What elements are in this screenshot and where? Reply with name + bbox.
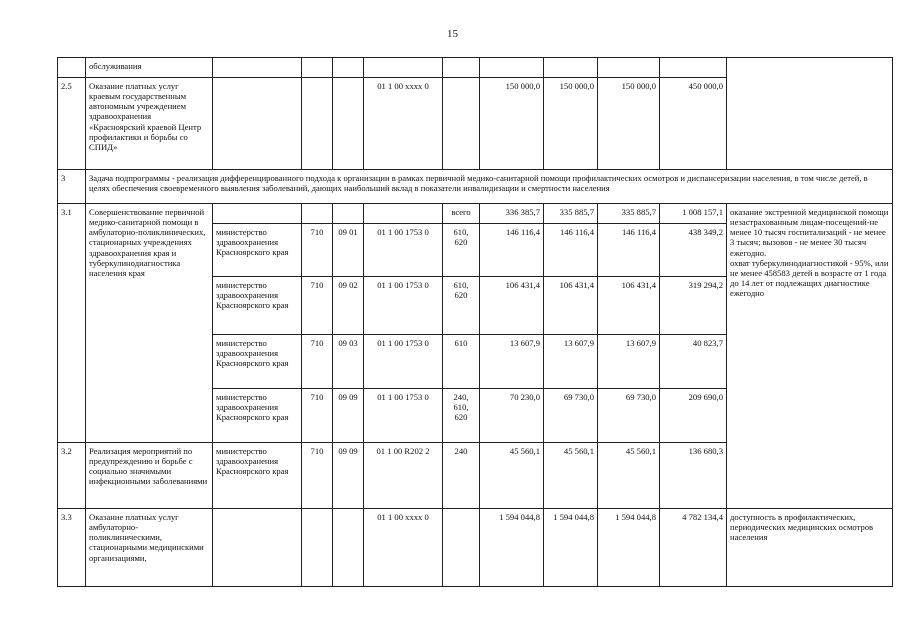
cell-csr: 01 1 00 1753 0 (364, 389, 443, 443)
cell-total: 136 680,3 (660, 443, 727, 509)
cell-name: Реализация мероприятий по предупреждению и борьбе с социально значимыми инфекционными заболеваниями (86, 443, 213, 509)
cell-vr: 240 (443, 443, 480, 509)
cell-year1: 150 000,0 (480, 78, 544, 170)
cell-rzpr: 09 09 (333, 443, 364, 509)
row-number: 3.1 (58, 204, 86, 443)
cell-year1: 45 560,1 (480, 443, 544, 509)
cell-year3: 1 594 044,8 (598, 509, 660, 587)
cell-admin: министерство здравоохранения Красноярского края (213, 443, 302, 509)
cell-grbs: 710 (302, 335, 333, 389)
cell-csr: 01 1 00 1753 0 (364, 335, 443, 389)
cell-admin: министерство здравоохранения Красноярского края (213, 389, 302, 443)
cell-year2: 69 730,0 (544, 389, 598, 443)
cell-total: 319 294,2 (660, 277, 727, 335)
cell-total: 450 000,0 (660, 78, 727, 170)
cell-vr: 240, 610, 620 (443, 389, 480, 443)
cell-rzpr: 09 03 (333, 335, 364, 389)
table-row (58, 204, 893, 224)
cell-result: доступность в профилактических, периодических медицинских осмотров населения (727, 509, 893, 587)
cell-year2: 106 431,4 (544, 277, 598, 335)
cell-year1: 70 230,0 (480, 389, 544, 443)
cell-name: Оказание платных услуг краевым государственным автономным учреждением здравоохранения «Красноярский краевой Центр профилактики и борьбы со СПИД» (86, 78, 213, 170)
cell-grbs: 710 (302, 443, 333, 509)
cell-total: 438 349,2 (660, 224, 727, 277)
cell-name: Совершенствование первичной медико-санитарной помощи в амбулаторно-поликлинических, стационарных учреждениях здравоохранения края и туберкулинодиагностика населения края (86, 204, 213, 443)
cell-grbs: 710 (302, 389, 333, 443)
cell-total: 4 782 134,4 (660, 509, 727, 587)
cell-total: 40 823,7 (660, 335, 727, 389)
cell-year2: 146 116,4 (544, 224, 598, 277)
cell-rzpr: 09 09 (333, 389, 364, 443)
cell-csr: 01 1 00 хххх 0 (364, 78, 443, 170)
cell-year1: 13 607,9 (480, 335, 544, 389)
cell-year1: 336 385,7 (480, 204, 544, 224)
cell-result: оказание экстренной медицинской помощи незастрахованным лицам-посещений-не менее 10 тысяч госпитализаций - не менее 3 тысяч; вызовов - не менее 30 тысяч ежегодно. охват туберкулинодиагностикой - 95%, или не менее 458583 детей в возрасте от 1 года до 14 лет от подлежащих диагностике ежегодно (727, 204, 893, 509)
table-row (58, 58, 893, 78)
cell-vr: 610, 620 (443, 277, 480, 335)
cell-grbs: 710 (302, 224, 333, 277)
cell-year1: 106 431,4 (480, 277, 544, 335)
cell-year1: 146 116,4 (480, 224, 544, 277)
cell-total: 1 008 157,1 (660, 204, 727, 224)
cell-year3: 106 431,4 (598, 277, 660, 335)
cell-year3: 146 116,4 (598, 224, 660, 277)
cell-csr: 01 1 00 1753 0 (364, 224, 443, 277)
cell-year2: 335 885,7 (544, 204, 598, 224)
cell-admin: министерство здравоохранения Красноярского края (213, 277, 302, 335)
cell-year3: 45 560,1 (598, 443, 660, 509)
cell-year3: 13 607,9 (598, 335, 660, 389)
table-row (58, 170, 893, 204)
row-number: 3.3 (58, 509, 86, 587)
cell-rzpr: 09 02 (333, 277, 364, 335)
cell-name: Оказание платных услуг амбулаторно-поликлиническими, стационарными медицинскими организациями, (86, 509, 213, 587)
cell-vr: 610 (443, 335, 480, 389)
row-number: 3.2 (58, 443, 86, 509)
cell-year3: 150 000,0 (598, 78, 660, 170)
cell-name: обслуживания (86, 58, 213, 78)
page-number: 15 (447, 28, 458, 40)
task-description: Задача подпрограммы - реализация дифференцированного подхода к организации в рамках первичной медико-санитарной помощи профилактических осмотров и диспансеризации населения, в том числе детей, в целях обеспечения своевременного выявления заболеваний, дающих наибольший вклад в показатели инвалидизации и смертности населения (86, 170, 893, 204)
cell-total: 209 690,0 (660, 389, 727, 443)
row-number: 3 (58, 170, 86, 204)
cell-vr: всего (443, 204, 480, 224)
cell-year2: 45 560,1 (544, 443, 598, 509)
cell-year3: 69 730,0 (598, 389, 660, 443)
program-table (57, 57, 893, 587)
cell-year2: 13 607,9 (544, 335, 598, 389)
cell-vr: 610, 620 (443, 224, 480, 277)
row-number: 2.5 (58, 78, 86, 170)
cell-year2: 150 000,0 (544, 78, 598, 170)
cell-grbs: 710 (302, 277, 333, 335)
cell-csr: 01 1 00 хххх 0 (364, 509, 443, 587)
cell-csr: 01 1 00 1753 0 (364, 277, 443, 335)
cell-admin: министерство здравоохранения Красноярского края (213, 224, 302, 277)
cell-year2: 1 594 044,8 (544, 509, 598, 587)
cell-csr: 01 1 00 R202 2 (364, 443, 443, 509)
table-row (58, 509, 893, 587)
cell-year3: 335 885,7 (598, 204, 660, 224)
cell-admin: министерство здравоохранения Красноярского края (213, 335, 302, 389)
cell-rzpr: 09 01 (333, 224, 364, 277)
cell-year1: 1 594 044,8 (480, 509, 544, 587)
